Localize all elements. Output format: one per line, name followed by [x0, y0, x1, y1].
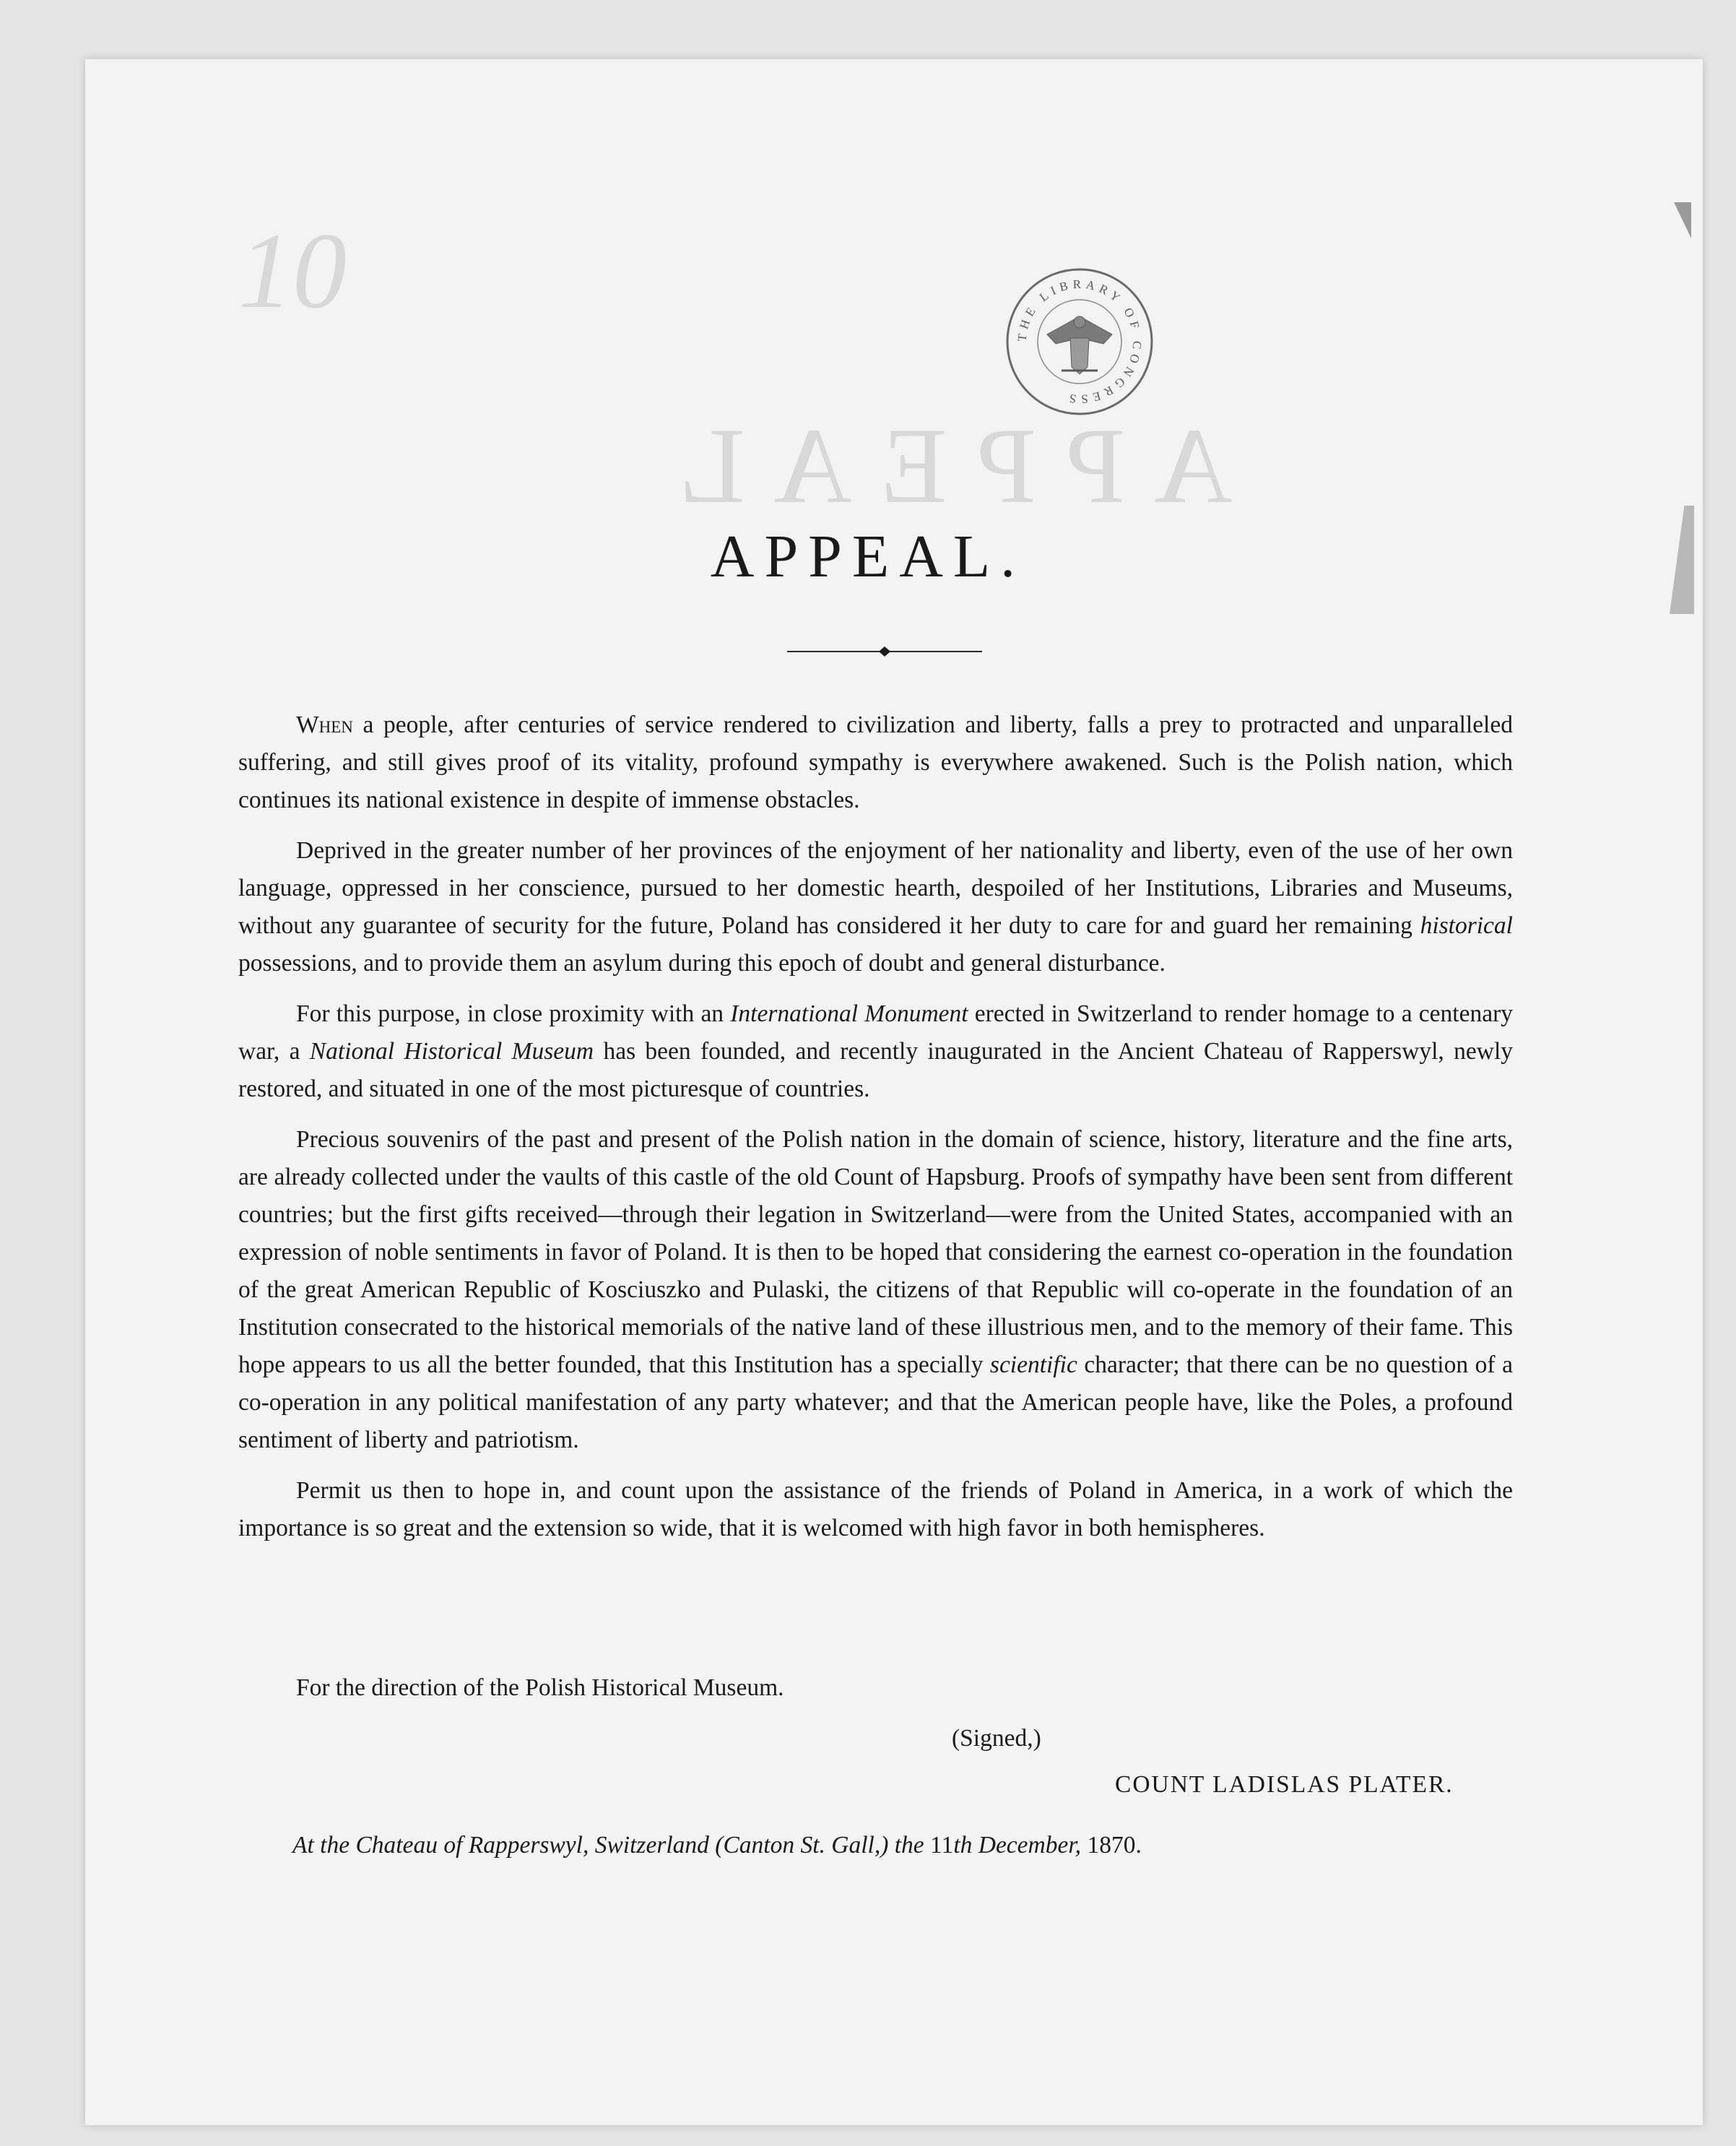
- dateline-month: th December,: [953, 1832, 1082, 1859]
- signer-name: COUNT LADISLAS PLATER.: [1115, 1771, 1454, 1798]
- emphasis: scientific: [989, 1351, 1077, 1378]
- paragraph-text: Deprived in the greater number of her provinces of the enjoyment of her nationality and liberty, even of the use of her own language, oppressed in her conscience, pursued to her domestic hearth, despoiled of her Institutions, Libraries and Museums, without any guarantee of security for the future, Poland has considered it her duty to care for and guard her remaining: [238, 837, 1513, 939]
- emphasis: International Monument: [730, 1000, 968, 1027]
- paragraph-2: [238, 832, 1513, 982]
- emphasis: National Historical Museum: [309, 1038, 594, 1065]
- direction-line: For the direction of the Polish Historical Museum.: [296, 1674, 784, 1701]
- page-title: APPEAL.: [710, 523, 1026, 590]
- paragraph-text: possessions, and to provide them an asylum during this epoch of doubt and general disturbance.: [238, 950, 1166, 977]
- ornamental-divider: [787, 643, 982, 660]
- paragraph-4: [238, 1121, 1513, 1459]
- paragraph-text: erected in Switzerland to render homage to a centenary war, a: [238, 1000, 1513, 1065]
- dateline-place: At the Chateau of Rapperswyl, Switzerland (Canton St. Gall,) the: [292, 1832, 931, 1859]
- appeal-body: [238, 706, 1513, 1560]
- paragraph-text: For this purpose, in close proximity with an: [296, 1000, 731, 1027]
- dateline-year: 1870.: [1081, 1832, 1142, 1859]
- bleed-through-numeral: 10: [238, 211, 347, 331]
- paragraph-text: Precious souvenirs of the past and present of the Polish nation in the domain of science, history, literature and the fine arts, are already collected under the vaults of this castle of the old Count of Hapsburg. Proofs of sympathy have been sent from different countries; but the first gifts received—through their legation in Switzerland—were from the United States, accompanied with an expression of noble sentiments in favor of Poland. It is then to be hoped that considering the earnest co-operation in the foundation of the great American Republic of Kosciuszko and Pulaski, the citizens of that Republic will co-operate in the foundation of an Institution consecrated to the historical memorials of the native land of these illustrious men, and to the memory of their fame. This hope appears to us all the better founded, that this Institution has a specially: [238, 1126, 1513, 1378]
- paragraph-5: [238, 1472, 1513, 1547]
- bleed-through-title: APPEAL: [650, 406, 1233, 526]
- seal-text: THE LIBRARY OF CONGRESS: [1015, 277, 1145, 407]
- paragraph-text: character; that there can be no question of a co-operation in any political manifestation of any party whatever; and that the American people have, like the Poles, a profound sentiment of liberty and patriotism.: [238, 1351, 1514, 1453]
- signed-label: (Signed,): [952, 1725, 1041, 1752]
- dateline: [292, 1832, 1142, 1859]
- dateline-day: 11: [930, 1832, 954, 1859]
- paragraph-3: [238, 995, 1513, 1108]
- lead-word: When: [296, 711, 353, 738]
- paragraph-text: a people, after centuries of service rendered to civilization and liberty, falls a prey to protracted and unparalleled suffering, and still gives proof of its vitality, profound sympathy is everywhere awakened. Such is the Polish nation, which continues its national existence in despite of immense obstacles.: [238, 711, 1513, 813]
- paragraph-1: [238, 706, 1513, 819]
- paragraph-text: Permit us then to hope in, and count upon the assistance of the friends of Poland in America, in a work of which the importance is so great and the extension so wide, that it is welcomed with high favor in both hemispheres.: [238, 1477, 1513, 1541]
- emphasis: historical: [1420, 912, 1513, 939]
- library-of-congress-seal-icon: [1004, 266, 1155, 417]
- paragraph-text: has been founded, and recently inaugurated in the Ancient Chateau of Rapperswyl, newly restored, and situated in one of the most picturesque of countries.: [238, 1038, 1514, 1102]
